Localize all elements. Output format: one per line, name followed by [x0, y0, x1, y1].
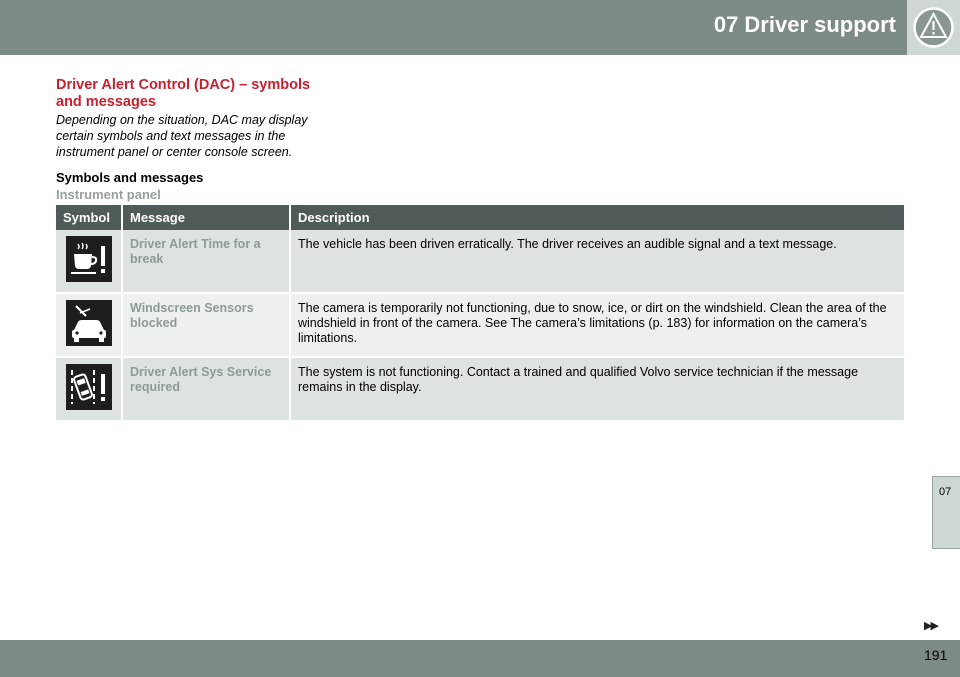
column-header-description: Description	[290, 205, 904, 230]
chapter-title: 07 Driver support	[713, 12, 896, 37]
page-header	[0, 0, 960, 55]
page-number: 191	[924, 647, 948, 663]
intro-paragraph: Depending on the situation, DAC may display certain symbols and text messages in the instrument panel or center console screen.	[56, 113, 308, 159]
warning-triangle-icon	[907, 0, 960, 55]
message-cell: Driver Alert Time for a break	[122, 230, 290, 293]
page-footer	[0, 640, 960, 677]
lane-car-alert-icon	[66, 364, 112, 410]
next-page-arrows-icon[interactable]: ▶▶	[924, 620, 937, 632]
chapter-tab-label: 07	[939, 486, 952, 498]
symbol-cell	[56, 230, 122, 293]
symbols-table	[56, 205, 904, 422]
section-title: Driver Alert Control (DAC) – symbols and messages	[56, 77, 311, 110]
description-cell: The camera is temporarily not functioning, due to snow, ice, or dirt on the windshield. Clean the area of the windshield in front of the camera. See The camera’s limitations (p. 183) for information on the camera’s limitations.	[290, 293, 904, 357]
description-cell: The system is not functioning. Contact a trained and qualified Volvo service technician if the message remains in the display.	[290, 357, 904, 421]
header-icon-box	[907, 0, 960, 55]
message-cell: Windscreen Sensors blocked	[122, 293, 290, 357]
column-header-message: Message	[122, 205, 290, 230]
chapter-tab[interactable]	[932, 476, 960, 549]
message-cell: Driver Alert Sys Service required	[122, 357, 290, 421]
subheading: Symbols and messages	[56, 170, 204, 185]
table-row	[56, 357, 904, 421]
subsubheading: Instrument panel	[56, 187, 161, 202]
column-header-symbol: Symbol	[56, 205, 122, 230]
table-header-row	[56, 205, 904, 230]
table-row	[56, 230, 904, 293]
windscreen-sensor-icon	[66, 300, 112, 346]
coffee-cup-alert-icon	[66, 236, 112, 282]
symbol-cell	[56, 293, 122, 357]
description-cell: The vehicle has been driven erratically. The driver receives an audible signal and a text message.	[290, 230, 904, 293]
table-row	[56, 293, 904, 357]
symbol-cell	[56, 357, 122, 421]
